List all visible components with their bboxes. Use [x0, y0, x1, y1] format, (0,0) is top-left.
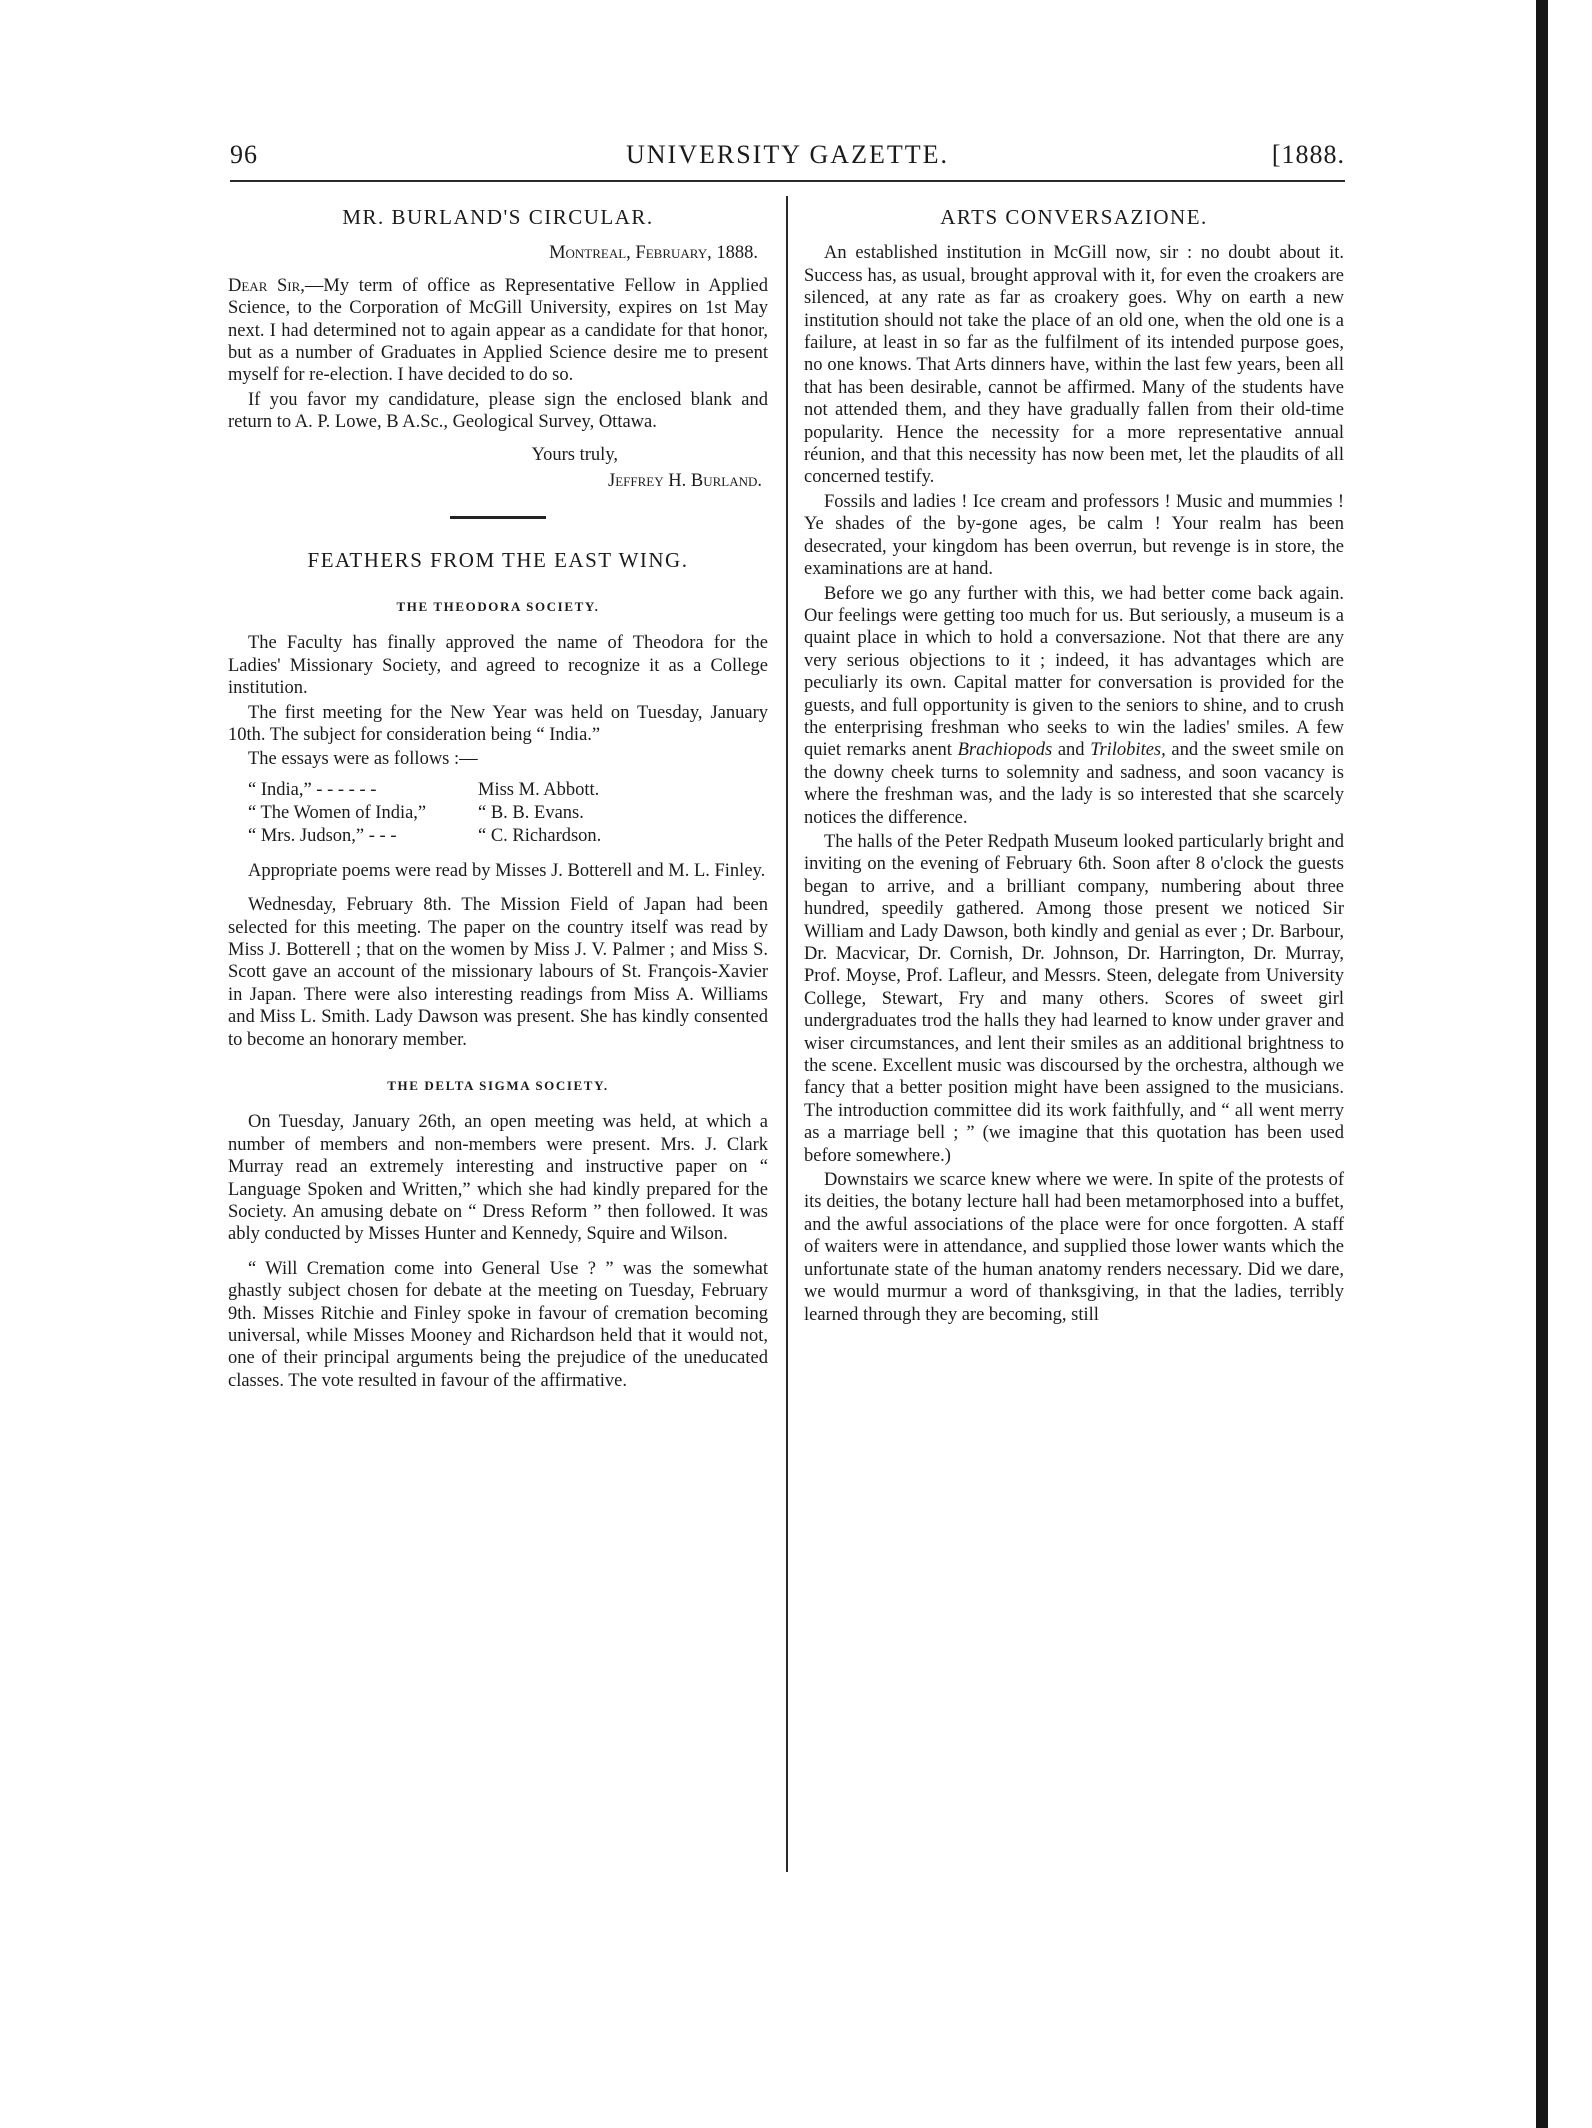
- essay-row: [228, 825, 768, 848]
- circular-closing: Yours truly,: [531, 444, 618, 465]
- essay-topic: “ India,” - - - - - -: [248, 779, 377, 800]
- trilobites-term: Trilobites,: [1090, 740, 1166, 761]
- delta-sigma-paragraph-2: “ Will Cremation come into General Use ? ” was the somewhat ghastly subject chosen for debate at the meeting on Tuesday, February 9th. Misses Ritchie and Finley spoke in favour of cremation becoming universal, while Misses Mooney and Richardson held that it would not, one of their principal arguments being the prejudice of the uneducated classes. The vote resulted in favour of the affirmative.: [228, 1258, 768, 1391]
- feathers-heading: FEATHERS FROM THE EAST WING.: [307, 548, 689, 573]
- paragraph-3-text-b: and: [1057, 740, 1085, 761]
- header-rule: [230, 180, 1345, 182]
- section-rule: [450, 516, 546, 519]
- delta-sigma-subheading: THE DELTA SIGMA SOCIETY.: [387, 1077, 609, 1093]
- running-head: [230, 140, 1345, 180]
- circular-heading: MR. BURLAND'S CIRCULAR.: [342, 205, 654, 229]
- essay-row: [228, 779, 768, 802]
- essay-author: “ B. B. Evans.: [478, 802, 584, 823]
- theodora-paragraph-5: Wednesday, February 8th. The Mission Field of Japan had been selected for this meeting. The paper on the country itself was read by Miss J. Botterell ; that on the women by Miss J. V. Palmer ; and Miss S. Scott gave an account of the missionary labours of St. François-Xavier in Japan. There were also interesting readings from Miss A. Williams and Miss L. Smith. Lady Dawson was present. She has kindly consented to become an honorary member.: [228, 895, 768, 1050]
- delta-sigma-paragraph-1: On Tuesday, January 26th, an open meeting was held, at which a number of members and non-members were present. Mrs. J. Clark Murray read an extremely interesting and instructive paper on “ Language Spoken and Written,” which she had kindly prepared for the Society. An amusing debate on “ Dress Reform ” then followed. It was ably conducted by Misses Hunter and Kennedy, Squire and Wilson.: [228, 1112, 768, 1245]
- essay-list: [228, 779, 768, 848]
- essay-topic: “ Mrs. Judson,” - - -: [248, 825, 397, 846]
- essay-row: [228, 802, 768, 825]
- essay-author: “ C. Richardson.: [478, 825, 602, 846]
- conversazione-paragraph-3: [804, 583, 1344, 829]
- theodora-paragraph-1: The Faculty has finally approved the name of Theodora for the Ladies' Missionary Society, and agreed to recognize it as a College institution.: [228, 633, 768, 699]
- brachiopods-term: Brachiopods: [957, 740, 1053, 761]
- theodora-paragraph-3: The essays were as follows :—: [248, 749, 478, 770]
- conversazione-paragraph-1: An established institution in McGill now, sir : no doubt about it. Success has, as usual, brought approval with it, for even the croakers are silenced, at any rate as far as croakery goes. Why on earth a new institution should not take the place of an old one, when the old one is a failure, at least in so far as the fulfilment of its intended purpose goes, no one knows. That Arts dinners have, within the last few years, been all that has been desirable, cannot be affirmed. Many of the students have not attended them, and they have gradually fallen from their old-time popularity. Hence the necessity for a more representative annual réunion, and that this necessity has now been met, let the plaudits of all concerned testify.: [804, 243, 1344, 488]
- circular-salutation: Dear Sir,: [228, 275, 305, 296]
- paragraph-3-text-a: Before we go any further with this, we had better come back again. Our feelings were getting too much for us. But seriously, a museum is a quaint place in which to hold a conversazione. Not that there are any very serious objections to it ; indeed, it has advantages which are peculiarly its own. Capital matter for conversation is provided for the guests, and full opportunity is given to the seniors to shine, and to crush the enterprising freshman who seeks to win the ladies' smiles. A few quiet remarks anent: [804, 583, 1344, 761]
- year-label: [1888.: [1271, 140, 1345, 169]
- page-number: 96: [230, 140, 258, 169]
- conversazione-paragraph-5: Downstairs we scarce knew where we were. In spite of the protests of its deities, the botany lecture hall had been metamorphosed into a buffet, and the awful associations of the place were for once forgotten. A staff of waiters were in attendance, and supplied those lower wants which the unfortunate state of the human anatomy renders necessary. Did we dare, we would murmur a word of thanksgiving, in that the ladies, terribly learned through they are becoming, still: [804, 1170, 1344, 1325]
- essay-author: Miss M. Abbott.: [478, 779, 600, 800]
- publication-title: UNIVERSITY GAZETTE.: [626, 140, 949, 169]
- theodora-paragraph-2: The first meeting for the New Year was held on Tuesday, January 10th. The subject for consideration being “ India.”: [228, 702, 768, 745]
- circular-body-1: —My term of office as Representative Fellow in Applied Science, to the Corporation of McGill University, expires on 1st May next. I had determined not to again appear as a candidate for that honor, but as a number of Graduates in Applied Science desire me to present myself for re-election. I have decided to do so.: [228, 275, 768, 386]
- conversazione-paragraph-2: Fossils and ladies ! Ice cream and professors ! Music and mummies ! Ye shades of the by-gone ages, be calm ! Your realm has been desecrated, your kingdom has been overrun, but revenge is in store, the examinations are at hand.: [804, 491, 1344, 580]
- scan-page-edge: [1536, 0, 1592, 2128]
- circular-signature: Jeffrey H. Burland.: [608, 471, 762, 492]
- circular-paragraph: [228, 275, 768, 387]
- left-column: [228, 206, 768, 1394]
- column-divider: [786, 196, 788, 1872]
- theodora-subheading: THE THEODORA SOCIETY.: [396, 598, 600, 614]
- circular-body-2: If you favor my candidature, please sign the enclosed blank and return to A. P. Lowe, B A.Sc., Geological Survey, Ottawa.: [228, 389, 768, 433]
- conversazione-paragraph-4: The halls of the Peter Redpath Museum looked particularly bright and inviting on the evening of February 6th. Soon after 8 o'clock the guests began to arrive, and a brilliant company, numbering about three hundred, speedily gathered. Among those present we noticed Sir William and Lady Dawson, both kindly and genial as ever ; Dr. Barbour, Dr. Macvicar, Dr. Cornish, Dr. Johnson, Dr. Harrington, Dr. Murray, Prof. Moyse, Prof. Lafleur, and Messrs. Steen, delegate from University College, Stewart, Fry and many others. Scores of sweet girl undergraduates trod the halls they had learned to know under graver and wiser circumstances, and lent their smiles as an additional brightness to the scene. Excellent music was discoursed by the orchestra, although we fancy that a better position might have been assigned to the musicians. The introduction committee did its work faithfully, and “ all went merry as a marriage bell ; ” (we imagine that this quotation has been used before somewhere.): [804, 831, 1344, 1166]
- circular-dateline: Montreal, February, 1888.: [549, 243, 758, 264]
- paragraph-3-text-c: and the sweet smile on the downy cheek turns to solemnity and sadness, and soon vacancy is where the freshman was, and the lady is so interested that she scarcely notices the difference.: [804, 740, 1345, 828]
- essay-topic: “ The Women of India,”: [248, 802, 427, 823]
- theodora-paragraph-4: Appropriate poems were read by Misses J. Botterell and M. L. Finley.: [248, 860, 766, 881]
- right-column: [804, 206, 1344, 1328]
- conversazione-heading: ARTS CONVERSAZIONE.: [940, 205, 1208, 229]
